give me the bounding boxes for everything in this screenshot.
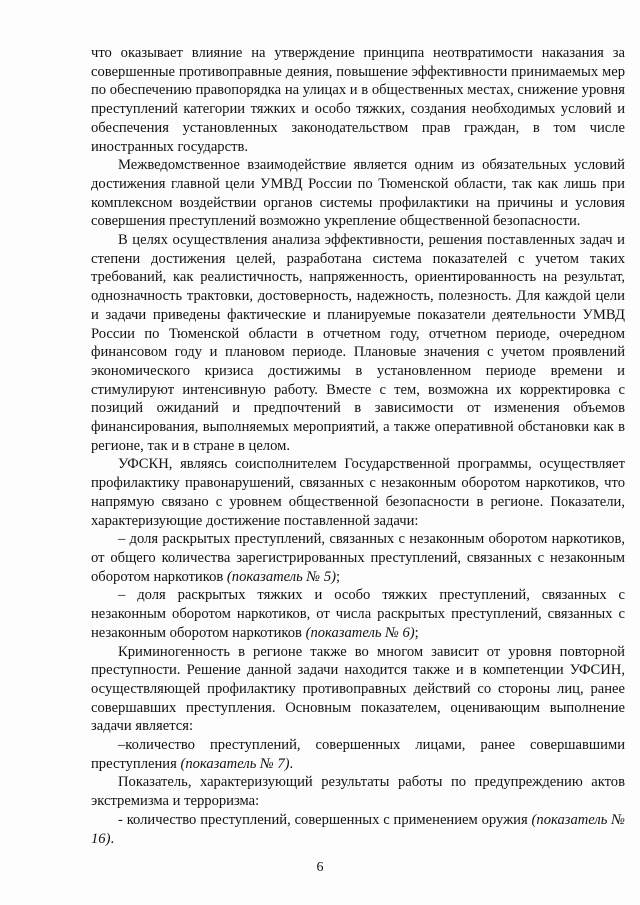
indicator-reference: (показатель № 5) [226,568,336,585]
list-item-tail: ; [414,624,419,641]
paragraph-text: что оказывает влияние на утверждение принципа неотвратимости наказания за совершенные противоправные деяния, повышение эффективности принимаемых мер по обеспечению правопорядка на улицах и в общественных местах, снижение уровня преступлений категории тяжких и особо тяжких, создания необходимых условий и обеспечения установленных законодательством прав граждан, в том числе иностранных государств. [91,45,625,155]
paragraph [91,44,625,156]
indicator-reference: (показатель № 16) [91,811,625,847]
list-item [91,811,625,848]
indicator-reference: (показатель № 6) [305,624,415,641]
list-item-tail: . [289,755,294,772]
paragraph [91,156,625,231]
list-item-text: – доля раскрытых преступлений, связанных с незаконным оборотом наркотиков, от общего количества зарегистрированных преступлений, связанных с незаконным оборотом наркотиков [91,531,625,585]
list-item-tail: . [110,830,115,847]
list-item-text: –количество преступлений, совершенных лицами, ранее совершавшими преступления [91,737,625,772]
page-number: 6 [316,860,324,875]
paragraph-text: Показатель, характеризующий результаты работы по предупреждению актов экстремизма и терроризма: [91,774,625,810]
paragraph [91,643,625,737]
paragraph [91,455,625,530]
paragraph-text: УФСКН, являясь соисполнителем Государственной программы, осуществляет профилактику правонарушений, связанных с незаконным оборотом наркотиков, что напрямую связано с уровнем общественной безопасности в регионе. Показатели, характеризующие достижение поставленной задачи: [91,456,625,529]
list-item [91,586,625,642]
indicator-reference: (показатель № 7) [180,755,290,772]
paragraph [91,231,625,455]
paragraph-text: В целях осуществления анализа эффективности, решения поставленных задач и степени достижения целей, разработана система показателей с учетом таких требований, как реалистичность, напряженность, ориентированность на результат, однозначность трактовки, достоверность, надежность, полезность. Для каждой цели и задачи приведены фактические и планируемые показатели деятельности УМВД России по Тюменской области в отчетном году, отчетном периоде, очередном финансовом году и плановом периоде. Плановые значения с учетом проявлений экономического кризиса достижимы в установленном периоде времени и стимулируют интенсивную работу. Вместе с тем, возможна их корректировка с позиций ожиданий и предпочтений в зависимости от изменения объемов финансирования, выполняемых мероприятий, а также оперативной обстановки как в регионе, так и в стране в целом. [91,232,625,454]
paragraph-text: Межведомственное взаимодействие является одним из обязательных условий достижения главной цели УМВД России по Тюменской области, так как лишь при комплексном воздействии органов системы профилактики на причины и условия совершения преступлений возможно укрепление общественной безопасности. [91,157,625,230]
list-item-text: – доля раскрытых тяжких и особо тяжких преступлений, связанных с незаконным оборотом наркотиков, от числа раскрытых преступлений, связанных с незаконным оборотом наркотиков [91,587,625,641]
list-item [91,530,625,586]
body-text [91,44,625,848]
list-item-text: - количество преступлений, совершенных с применением оружия [118,811,532,828]
list-item-tail: ; [336,568,341,585]
paragraph [91,773,625,810]
paragraph-text: Криминогенность в регионе также во многом зависит от уровня повторной преступности. Решение данной задачи находится также и в компетенции УФСИН, осуществляющей профилактику противоправных действий со стороны лиц, ранее совершавших преступления. Основным показателем, оценивающим выполнение задачи является: [91,643,625,735]
list-item [91,736,625,773]
